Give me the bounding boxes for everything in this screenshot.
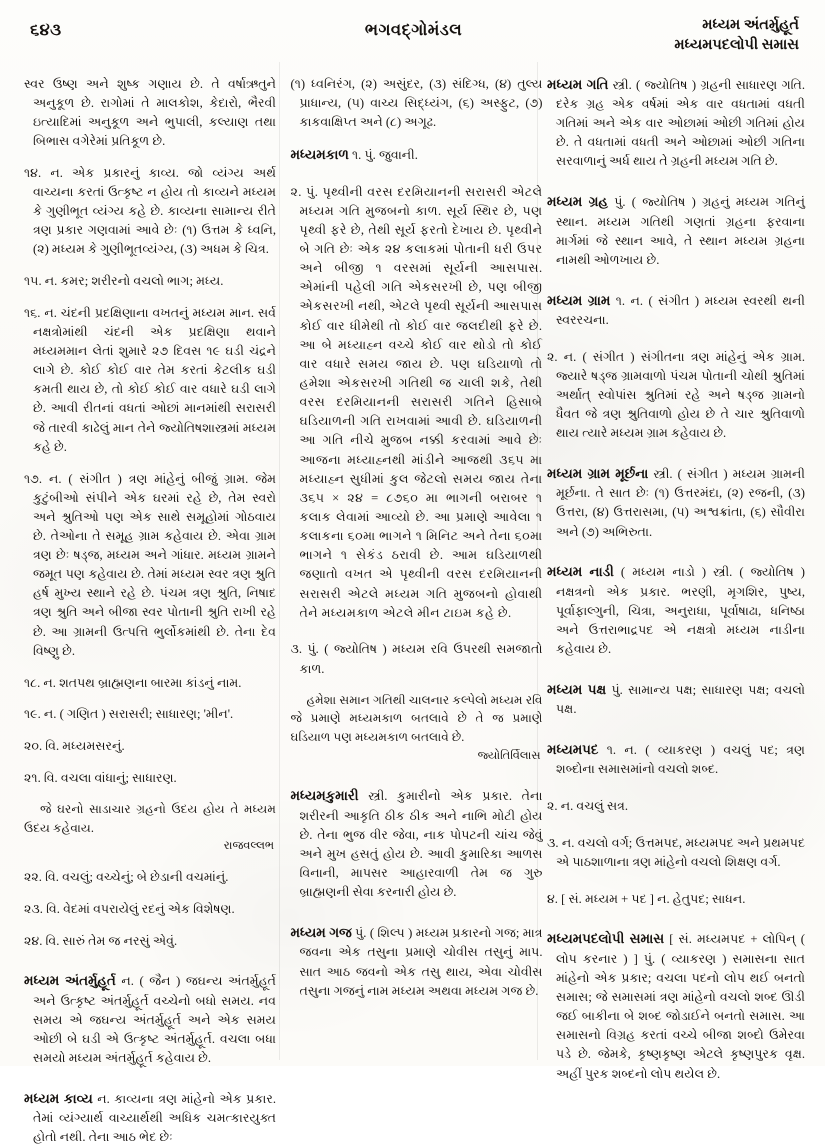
entry-madhyam-graha — [547, 192, 805, 270]
sense-22: ૨૨. વિ. વચલું; વચ્ચેનું; બે છેડાની વચમાંનું. — [24, 870, 229, 885]
entry-sense-1: ૧. ન. ( વ્યાકરણ ) વચલું પદ; ત્રણ શબ્દોના સમાસમાંનો વચલો શબ્દ. — [556, 742, 805, 777]
continued-paragraph: (૧) ધ્વનિરંગ, (૨) અસુંદર, (૩) સંદિગ્ધ, (૪) તુલ્ય પ્રાધાન્ય, (૫) વાચ્ય સિદ્ધ્યંગ, (૬) અસ્ફુટ, (૭) કાકવાક્ષિપ્ત અને (૮) અગૂઢ. — [290, 76, 543, 129]
entry-sense-3: ૩. ન. વચલો વર્ગ; ઉત્તમપદ, મધ્યમપદ અને પ્રથમપદ એ પાઠશાળાના ત્રણ માંહેનો વચલો શિક્ષણ વર્ગ. — [547, 835, 805, 869]
headword: મધ્યમ નાડી — [547, 564, 614, 580]
sense-19: ૧૯. ન. ( ગણિત ) સરાસરી; સાધારણ; 'મીન'. — [24, 707, 234, 722]
headword: મધ્યમ ગજ — [290, 925, 352, 941]
entry-spacer — [547, 720, 805, 727]
entry-spacer — [547, 173, 805, 180]
column-divider-1 — [279, 62, 280, 1060]
entry-spacer — [291, 767, 543, 774]
sense-spacer — [291, 166, 543, 170]
entry-sense-4: ૪. [ સં. મધ્યમ + પદ ] ન. હેતુપદ; સાધન. — [547, 891, 746, 906]
entry-body: [ સં. મધ્યમપદ + લોપિન્ ( લોપ કરનાર ) ] પું. ( વ્યાકરણ ) સમાસના સાત માંહેનો એક પ્રકાર; વચલા પદનો લોપ થઈ બનતો સમાસ; જે સમાસમાં ત્રણ માંહેનો વચલો શબ્દ ઊડી જઈ બાકીના બે શબ્દ જોડાઈને બનતો સમાસ. આ સમાસનો વિગ્રહ કરતાં વચ્ચે બીજા શબ્દો ઉમેરવા પડે છે. જેમકે, કૃષ્ણકૃષ્ણ એટલે કૃષ્ણપુરક વૃક્ષ. અહીં પુરક શબ્દનો લોપ થયેલ છે. — [556, 932, 805, 1081]
sense-spacer — [547, 780, 805, 784]
sense-21: ૨૧. વિ. વચલા વાંધાનું; સાધારણ. — [24, 770, 177, 785]
entry-spacer — [291, 904, 543, 911]
entry-body: પું. ( જ્યોતિષ ) ગ્રહનું મધ્યમ ગતિનું સ્થાન. મધ્યમ ગતિથી ગણતાં ગ્રહના ફરવાના માર્ગમાં જે સ્થાન આવે, તે સ્થાન મધ્યમ ગ્રહના નામથી ઓળખાય છે. — [556, 195, 806, 267]
headword: મધ્યમ ગ્રામ મૂર્છના — [547, 465, 649, 481]
entry-madhyam-gaj — [291, 923, 543, 1001]
sense-spacer — [547, 331, 805, 335]
sense-18: ૧૮. ન. શતપથ બ્રાહ્મણના બારમા કાંડનું નામ. — [24, 675, 242, 690]
page-number: ૬૪૩ — [30, 20, 62, 39]
sense-spacer — [547, 873, 805, 877]
entry-sense-3: ૩. પું. ( જ્યોતિષ ) મધ્યમ રવિ ઉપરથી સમજાતો કાળ. — [290, 642, 543, 676]
running-head-line-1: મધ્યમ અંતર્મુહૂર્ત — [702, 17, 799, 33]
continued-paragraph: સ્વર ઉષ્ણ અને શુષ્ક ગણાય છે. તે વર્ષાઋતુને અનુકૂળ છે. રાગોમાં તે માલકોશ, કેદારો, ભૈરવી ઇત્યાદિમાં અનુકૂળ અને ભુપાલી, કલ્યાણ તથા બિભાસ વગેરેમાં પ્રતિકૂળ છે. — [24, 76, 276, 149]
entry-body: પું. સામાન્ય પક્ષ; સાધારણ પક્ષ; વચલો પક્ષ. — [556, 682, 805, 717]
entry-madhyampadlopi-samas — [547, 929, 805, 1083]
sense-spacer — [547, 817, 805, 821]
text-column-1 — [24, 62, 277, 1145]
entry-madhyamkal — [291, 145, 543, 165]
page-header — [24, 14, 803, 66]
entry-body: ન. કાવ્યના ત્રણ માંહેનો એક પ્રકાર. તેમાં વ્યંગ્યાર્થ વાચ્યાર્થથી અધિક ચમત્કારયુક્ત હોતો નથી. તેના આઠ ભેદ છેઃ — [33, 1091, 276, 1145]
sense-23: ૨૩. વિ. વેદમાં વપરાયેલું રદનું એક વિશેષણ. — [24, 901, 235, 916]
entry-sense-1: ૧. ન. ( સંગીત ) મધ્યમ સ્વરથી થની સ્વરરચના. — [556, 293, 805, 327]
headword: મધ્યમ ગ્રહ — [547, 194, 608, 210]
quotation-21-source: રાજવલ્લભ — [223, 840, 274, 853]
quotation-21: જે ઘરનો સાડાચાર ગ્રહનો ઉદય હોય તે મધ્યમ ઉદય કહેવાય. — [24, 802, 276, 835]
entry-body: ( મધ્યમ નાડો ) સ્ત્રી. ( જ્યોતિષ ) નક્ષત્રનો એક પ્રકાર. ભરણી, મૃગશિર, પુષ્ય, પૂર્વાફાલ્ગુની, ચિત્રા, અનુરાધા, પૂર્વાષાઢા, ધનિષ્ઠા અને ઉત્તરાભાદ્રપદ એ નક્ષત્રો મધ્યમ નાડીના કહેવાય છે. — [556, 565, 805, 657]
entry-sense-2: ૨. ન. ( સંગીત ) સંગીતના ત્રણ માંહેનું એક ગ્રામ. જ્યારે ષડ્જ ગ્રામવાળો પંચમ પોતાની ચોથી શ્રુતિમાં અર્થાત્ સ્વોપાંસ શ્રુતિમાં રહે અને ષડ્જ ગ્રામનો ધૈવત જે ત્રણ શ્રુતિવાળો હોય છે તે ચાર શ્રુતિવાળો થાય ત્યારે મધ્યમ ગ્રામ કહેવાય છે. — [547, 349, 805, 441]
entry-body: ન. ( જૈન ) જઘન્ય અંતર્મુહૂર્ત અને ઉત્કૃષ્ટ અંતર્મુહૂર્ત વચ્ચેનો બધો સમય. નવ સમય એ જઘન્ય અંતર્મુહૂર્ત અને એક સમય ઓછી બે ઘડી એ ઉત્કૃષ્ટ અંતર્મુહૂર્ત. વચલા બધા સમયો મધ્યમ અંતર્મુહૂર્ત કહેવાય છે. — [33, 974, 277, 1066]
running-head-line-2: મધ્યમપદલોપી સમાસ — [674, 36, 799, 53]
entry-spacer — [24, 1069, 276, 1076]
headword: મધ્યમ ગતિ — [547, 76, 609, 92]
headword: મધ્યમ ગ્રામ — [547, 292, 611, 308]
entry-madhyam-gram-murchana — [547, 464, 805, 542]
headword: મધ્યમપદલોપી સમાસ — [547, 931, 665, 947]
entry-madhyam-paksh — [547, 680, 805, 720]
entry-body: સ્ત્રી. ( સંગીત ) મધ્યમ ગ્રામની મૂર્છના. તે સાત છેઃ (૧) ઉત્તરમંદા, (૨) રજની, (૩) ઉત્તરા, (૪) ઉત્તરાસમા, (૫) અશ્વક્રાંતા, (૬) સૌવીરા અને (૭) અભિરુતા. — [556, 466, 805, 539]
book-title: ભગવદ્ગોમંડલ — [364, 20, 463, 39]
entry-sense-2: ૨. ન. વચલું સત્ર. — [547, 799, 629, 814]
entry-spacer — [547, 543, 805, 550]
running-head — [674, 16, 799, 55]
entry-body: સ્ત્રી. ( જ્યોતિષ ) ગ્રહની સાધારણ ગતિ. દરેક ગ્રહ એક વર્ષમાં એક વાર વધતામાં વધતી ગતિમાં અને એક વાર ઓછામાં ઓછી ગતિમાં હોય છે. તે વધતામાં વધતી અને ઓછામાં ઓછી ગતિના સરવાળાનું અર્ધ થાય તે ગ્રહની મધ્યમ ગતિ છે. — [556, 77, 805, 169]
entry-body: પું. ( શિલ્પ ) મધ્યમ પ્રકારનો ગજ; માત્ર જવના એક તસુના પ્રમાણે ચોવીસ તસુનું માપ. સાત આઠ જવનો એક તસુ થાય, એવા ચોવીસ તસુના ગજનું નામ મધ્યમ અથવા મધ્યમ ગજ છે. — [299, 926, 543, 998]
sense-24: ૨૪. વિ. સારું તેમ જ નરસું એવું. — [24, 933, 178, 948]
entry-madhyam-gati — [547, 75, 805, 172]
entry-spacer — [547, 271, 805, 278]
entry-madhyam-kavya — [24, 1089, 276, 1147]
quotation: હમેશા સમાન ગતિથી ચાલનાર કલ્પેલો મધ્યમ રવિ જે પ્રમાણે મધ્યમકાળ બતલાવે છે તે જ પ્રમાણે ઘડિયાળ પણ મધ્યમકાળ બતલાવે છે. — [290, 692, 543, 744]
sense-17: ૧૭. ન. ( સંગીત ) ત્રણ માંહેનું બીજું ગ્રામ. જેમ કુટુંબીઓ સંપીને એક ઘરમાં રહે છે, તેમ સ્વરો અને શ્રુતિઓ પણ એક સાથે સમૂહોમાં ગોઠવાય છે. તેઓના તે સમૂહ ગ્રામ કહેવાય છે. એવા ગ્રામ ત્રણ છેઃ ષડ્જ, મધ્યમ અને ગાંધાર. મધ્યમ ગ્રામને જમૂત પણ કહેવાય છે. તેમાં મધ્યમ સ્વર ત્રણ શ્રુતિ હર્ષ મુખ્ય સ્થાને રહે છે. પંચમ ત્રણ શ્રુતિ, નિષાદ ત્રણ શ્રુતિ અને બીજા સ્વર પોતાની શ્રુતિ રાખી રહે છે. આ ગ્રામની ઉત્પત્તિ ભુર્લોકમાંથી છે. તેના દેવ વિષ્ણુ છે. — [24, 471, 276, 658]
entry-body: સ્ત્રી. કુમારીનો એક પ્રકાર. તેના શરીરની આકૃતિ ઠીક ઠીક અને નાભિ મોટી હોય છે. તેના ભુજ વીર જેવા, નાક પોપટની ચાંચ જેવું અને મુખ હસતું હોય છે. આવી કુમારિકા આળસ વિનાની, માપસર આહારવાળી તેમ જ ગુરુ બ્રાહ્મણની સેવા કરનારી હોય છે. — [299, 789, 543, 900]
headword: મધ્યમ અંતર્મુહૂર્ત — [24, 973, 116, 989]
quotation-source: જ્યોતિર્વિલાસ — [477, 749, 541, 762]
sense-16: ૧૬. ન. ચંદની પ્રદક્ષિણાના વખતનું મધ્યમ માન. સર્વ નક્ષત્રોમાંથી ચંદની એક પ્રદક્ષિણા થવાને મધ્યમમાન લેતાં શુમારે ૨૭ દિવસ ૧૯ ઘડી ચંદ્રને લાગે છે. કોઈ કોઈ વાર તેમ કરતાં કેટલીક ઘડી કમતી થાય છે, તો કોઈ કોઈ વાર વધારે ઘડી લાગે છે. આવી રીતનાં વધતાં ઓછાં માનમાંથી સરાસરી જે તારવી કાઢેલું માન તેને જ્યોતિષશાસ્ત્રમાં મધ્યમ કહે છે. — [24, 305, 276, 454]
entry-spacer — [547, 910, 805, 917]
entry-spacer — [547, 444, 805, 451]
entry-spacer — [547, 660, 805, 667]
column-container — [0, 62, 825, 1145]
headword: મધ્યમપદ — [547, 741, 599, 757]
entry-spacer — [24, 952, 276, 959]
entry-madhyam-antarmuhurt — [24, 971, 276, 1068]
entry-madhyam-gram — [547, 291, 805, 331]
entry-madhyampad — [547, 740, 805, 780]
text-column-3 — [547, 62, 806, 1081]
entry-sense-1: ૧. પું. જુવાની. — [348, 147, 418, 162]
sense-20: ૨૦. વિ. મધ્યમસરનું. — [24, 738, 125, 753]
sense-14: ૧૪. ન. એક પ્રકારનું કાવ્ય. જો વ્યંગ્ય અર્થ વાચ્યના કરતાં ઉત્કૃષ્ટ ન હોય તો કાવ્યને મધ્યમ કે ગુણીભૂત વ્યંગ્ય કહે છે. કાવ્યના સામાન્ય રીતે ત્રણ પ્રકાર ગણવામાં આવે છેઃ (૧) ઉત્તમ કે ધ્વનિ, (૨) મધ્યમ કે ગુણીભૂતવ્યંગ્ય, (૩) અધમ કે ચિત્ર. — [24, 165, 276, 257]
headword: મધ્યમ કાવ્ય — [24, 1090, 93, 1106]
entry-madhyam-nadi — [547, 562, 805, 659]
text-column-2 — [291, 62, 543, 1060]
headword: મધ્યમકાળ — [290, 146, 349, 162]
sense-15: ૧૫. ન. કમર; શરીરનો વચલો ભાગ; મધ્ય. — [24, 274, 224, 289]
headword: મધ્યમકુમારી — [290, 788, 359, 804]
sense-spacer — [291, 624, 543, 628]
entry-madhyamkumari — [291, 786, 543, 902]
entry-sense-2: ૨. પું. પૃથ્વીની વરસ દરમિયાનની સરાસરી એટલે મધ્યમ ગતિ મુજબનો કાળ. સૂર્ય સ્થિર છે, પણ પૃથ્વી ફરે છે, તેથી સૂર્ય ફરતો દેખાય છે. પૃથ્વીને બે ગતિ છેઃ એક ૨૪ કલાકમાં પોતાની ધરી ઉપર અને બીજી ૧ વરસમાં સૂર્યની આસપાસ. એમાંની પહેલી ગતિ એકસરખી છે, પણ બીજી એકસરખી નથી, એટલે પૃથ્વી સૂર્યની આસપાસ કોઈ વાર ધીમેથી તો કોઈ વાર જલદીથી ફરે છે. આ બે મધ્યાહ્ન વચ્ચે કોઈ વાર થોડો તો કોઈ વાર વધારે સમય જાય છે. પણ ઘડિયાળો તો હમેશા એકસરખી ગતિથી જ ચાલી શકે, તેથી વરસ દરમિયાનની સરાસરી ગતિને હિસાબે ઘડિયાળની ગતિ રાખવામાં આવી છે. ઘડિયાળની આ ગતિ નીચે મુજબ નક્કી કરવામાં આવે છેઃ આજના મધ્યાહ્નથી માંડીને આજથી ૩૬૫ મા મધ્યાહ્ન સુધીમાં કુલ જેટલો સમય જાય તેના ૩૬૫ × ૨૪ = ૮૭૬૦ મા ભાગની બરાબર ૧ કલાક લેવામાં આવ્યો છે. આ પ્રમાણે આવેલા ૧ કલાકના ૬૦મા ભાગને ૧ મિનિટ અને તેના ૬૦મા ભાગને ૧ સેકંડ ઠરાવી છે. આમ ઘડિયાળથી જણાતો વખત એ પૃથ્વીની વરસ દરમિયાનની સરાસરી એટલે મધ્યમ ગતિ મુજબનો હોવાથી તેને મધ્યમકાળ એટલે મીન ટાઇમ કહે છે. — [290, 184, 543, 620]
headword: મધ્યમ પક્ષ — [547, 681, 607, 697]
